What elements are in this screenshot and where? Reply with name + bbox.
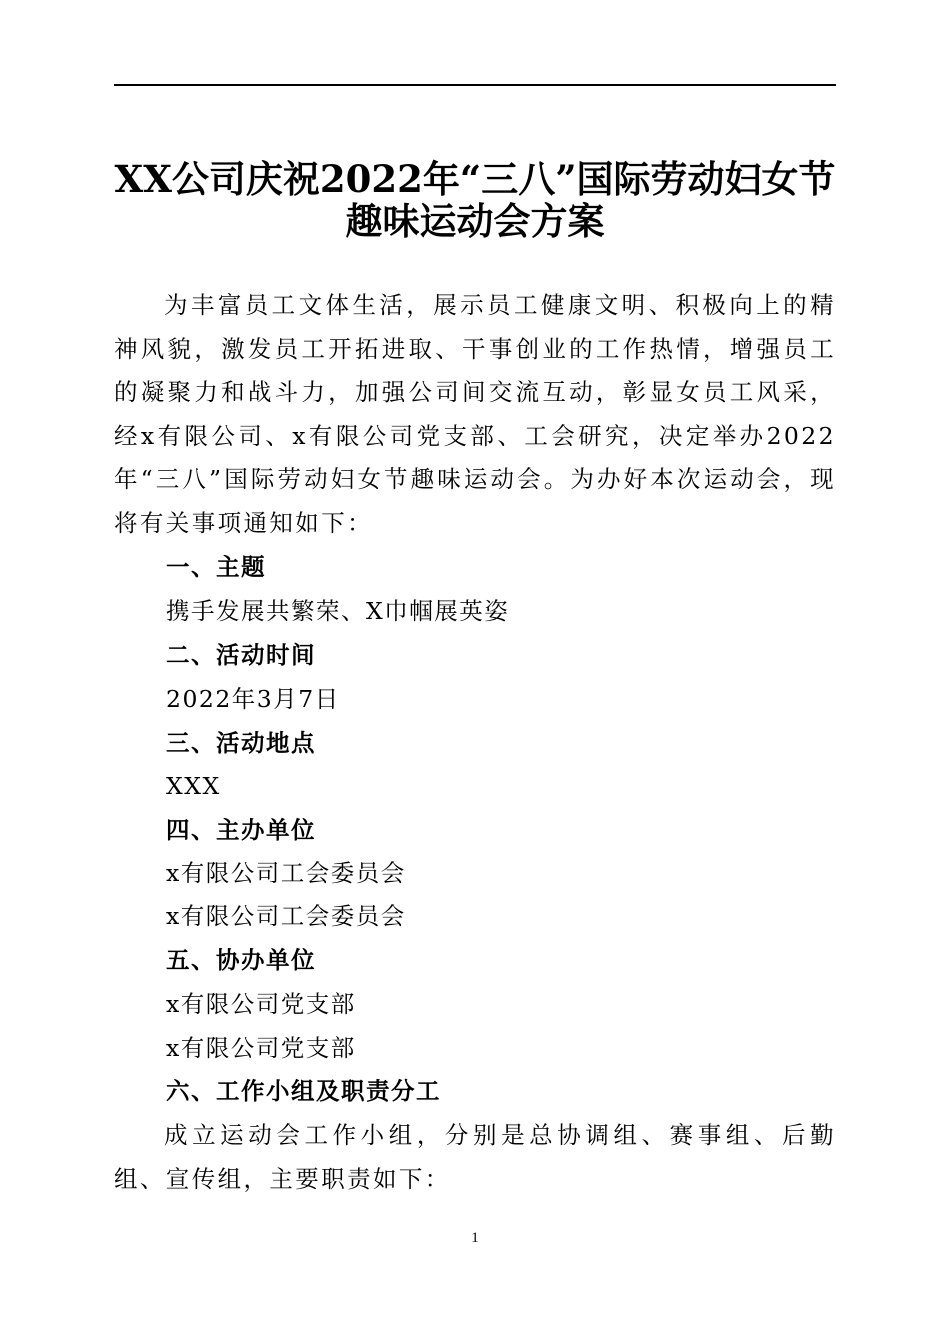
section-item-time: 2022年3月7日 (166, 685, 340, 713)
section-heading-co-organizer: 五、协办单位 (166, 946, 316, 974)
section-heading-time: 二、活动时间 (166, 641, 316, 669)
section-heading-organizer: 四、主办单位 (166, 816, 316, 844)
section-heading-theme: 一、主题 (166, 553, 266, 581)
document-title-line-1: XX公司庆祝2022年“三八”国际劳动妇女节 (114, 157, 836, 201)
section-heading-work-groups: 六、工作小组及职责分工 (166, 1077, 441, 1105)
page-number: 1 (471, 1230, 479, 1246)
section-item-organizer-2: x有限公司工会委员会 (166, 902, 406, 930)
header-rule (114, 84, 836, 86)
section-item-organizer-1: x有限公司工会委员会 (166, 859, 406, 887)
section-item-location: XXX (166, 772, 221, 800)
section-heading-location: 三、活动地点 (166, 729, 316, 757)
section-item-co-organizer-2: x有限公司党支部 (166, 1034, 356, 1062)
section-item-theme: 携手发展共繁荣、X巾帼展英姿 (166, 597, 510, 625)
document-title-line-2: 趣味运动会方案 (345, 199, 605, 243)
section-item-co-organizer-1: x有限公司党支部 (166, 990, 356, 1018)
intro-paragraph: 为丰富员工文体生活，展示员工健康文明、积极向上的精神风貌，激发员工开拓进取、干事创业的工作热情，增强员工的凝聚力和战斗力，加强公司间交流互动，彰显女员工风采，经x有限公司、x有限公司党支部、工会研究，决定举办2022年“三八”国际劳动妇女节趣味运动会。为办好本次运动会，现将有关事项通知如下： (114, 291, 836, 537)
closing-paragraph: 成立运动会工作小组，分别是总协调组、赛事组、后勤组、宣传组，主要职责如下： (114, 1121, 836, 1193)
